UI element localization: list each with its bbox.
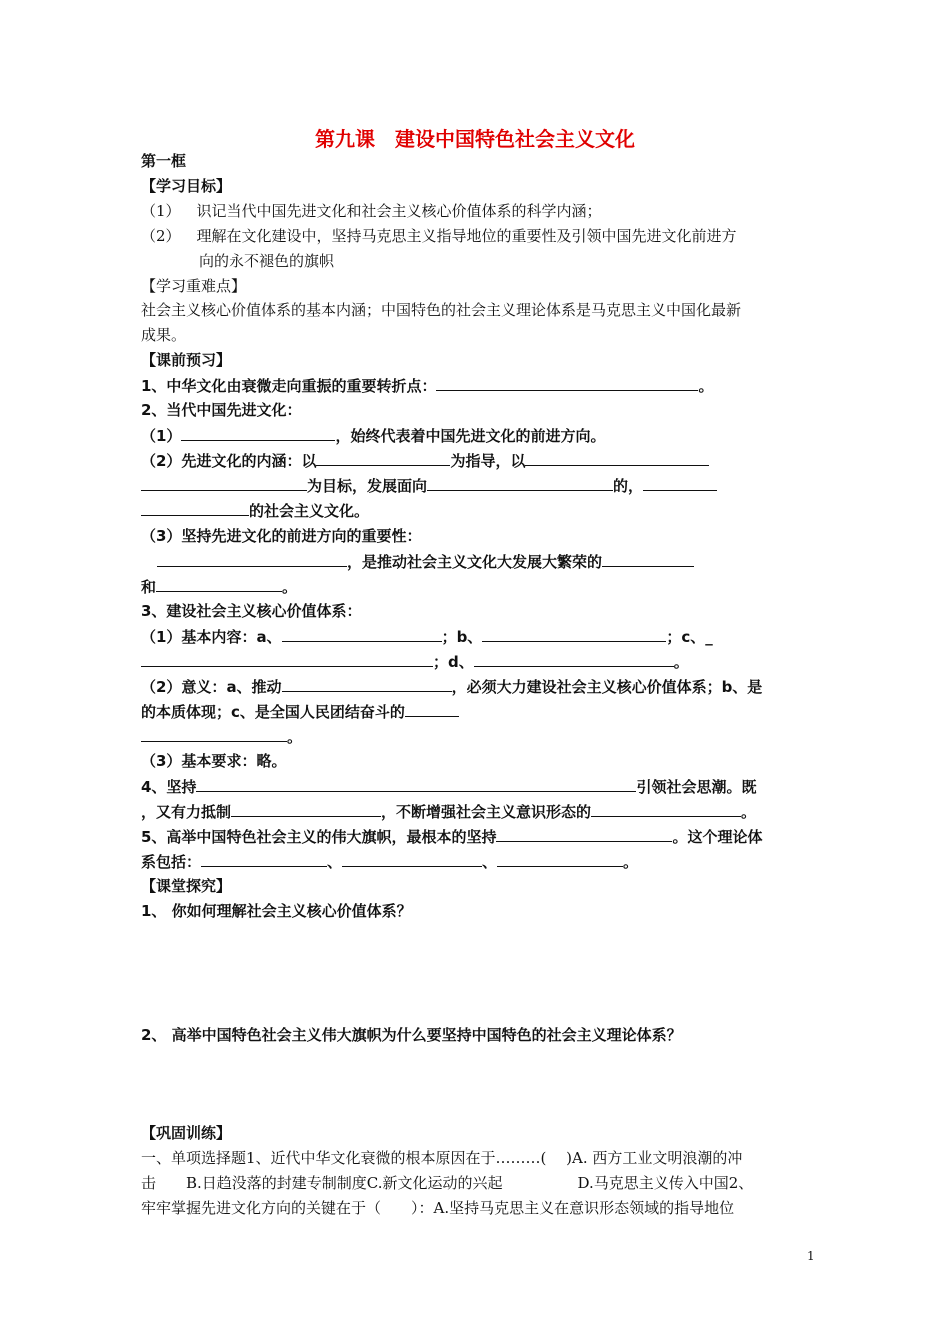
- fill-blank[interactable]: [474, 652, 674, 667]
- preview-q2-2-text: （2）先进文化的内涵：以: [141, 452, 317, 470]
- preview-q3-1-d: ；d、: [433, 653, 474, 671]
- goal-item-1-text: 识记当代中国先进文化和社会主义核心价值体系的科学内涵；: [196, 202, 602, 220]
- preview-header: 【课前预习】: [141, 351, 232, 369]
- preview-q3-2-text: （2）意义：a、推动: [141, 678, 282, 696]
- practice-header: 【巩固训练】: [141, 1124, 232, 1142]
- focus-text-1: 社会主义核心价值体系的基本内涵；中国特色的社会主义理论体系是马克思主义中国化最新: [141, 301, 742, 319]
- preview-q5-c: 系包括：: [141, 853, 202, 871]
- preview-q4-text: 4、坚持: [141, 778, 197, 796]
- preview-q3-2-mid: ，必须大力建设社会主义核心价值体系；b、是: [451, 678, 763, 696]
- preview-q4-c: ，又有力抵制: [141, 803, 232, 821]
- lesson-title: 第九课 建设中国特色社会主义文化: [315, 127, 635, 151]
- explore-q1: 1、 你如何理解社会主义核心价值体系？: [141, 902, 412, 920]
- fill-blank[interactable]: [196, 777, 636, 792]
- preview-q2-3-body: [141, 552, 694, 571]
- preview-q2-3-text: ，是推动社会主义文化大发展大繁荣的: [347, 553, 603, 571]
- fill-blank[interactable]: [342, 852, 482, 867]
- preview-q2-2-de: 的，: [613, 477, 644, 495]
- fill-blank[interactable]: [156, 577, 282, 592]
- fill-blank[interactable]: [316, 451, 450, 466]
- focus-header: 【学习重难点】: [141, 277, 247, 295]
- preview-q3-1-cont: [141, 652, 689, 671]
- page-number: 1: [807, 1249, 815, 1263]
- preview-q3-2-end: [141, 727, 302, 746]
- preview-q2-1: [141, 426, 605, 445]
- preview-q4: [141, 777, 756, 796]
- preview-q3-1-period: 。: [673, 653, 689, 671]
- preview-q4-mid: 引领社会思潮。既: [636, 778, 757, 796]
- preview-q2-2-end: [141, 501, 369, 520]
- fill-blank[interactable]: [141, 652, 433, 667]
- preview-q2-3-period: 。: [282, 578, 298, 596]
- preview-q5-text: 5、高举中国特色社会主义的伟大旗帜，最根本的坚持: [141, 828, 497, 846]
- fill-blank[interactable]: [591, 802, 741, 817]
- preview-q3-1: [141, 627, 713, 646]
- preview-q5-period: 。: [623, 853, 639, 871]
- fill-blank[interactable]: [141, 476, 307, 491]
- fill-blank[interactable]: [497, 852, 623, 867]
- preview-q2-2: [141, 451, 709, 470]
- fill-blank[interactable]: [496, 827, 672, 842]
- explore-header: 【课堂探究】: [141, 877, 232, 895]
- fill-blank[interactable]: [141, 501, 249, 516]
- practice-line-3: 牢牢掌握先进文化方向的关键在于（ ）：A.坚持马克思主义在意识形态领域的指导地位: [141, 1199, 735, 1217]
- preview-q4-d: ，不断增强社会主义意识形态的: [381, 803, 592, 821]
- preview-q1: [141, 376, 713, 395]
- fill-blank[interactable]: [427, 476, 613, 491]
- preview-q3-1-text: （1）基本内容：a、: [141, 628, 282, 646]
- fill-blank[interactable]: [643, 476, 717, 491]
- preview-q4-cont: [141, 802, 756, 821]
- explore-q2: 2、 高举中国特色社会主义伟大旗帜为什么要坚持中国特色的社会主义理论体系？: [141, 1026, 682, 1044]
- preview-q5-sep1: 、: [327, 853, 343, 871]
- preview-q2-2-goal: 为目标，发展面向: [307, 477, 428, 495]
- fill-blank[interactable]: [525, 451, 709, 466]
- fill-blank[interactable]: [405, 702, 459, 717]
- preview-q2-2-cont: [141, 476, 717, 495]
- fill-blank[interactable]: [282, 677, 452, 692]
- fill-blank[interactable]: [282, 627, 442, 642]
- goal-item-1: [141, 202, 602, 220]
- preview-q2-3-end: [141, 577, 297, 596]
- preview-q3-1-b: ；b、: [441, 628, 483, 646]
- goal-item-1-num: （1）: [141, 202, 181, 220]
- fill-blank[interactable]: [157, 552, 347, 567]
- goal-item-2-cont: 向的永不褪色的旗帜: [199, 252, 335, 270]
- preview-q1-text: 1、中华文化由衰微走向重振的重要转折点：: [141, 377, 437, 395]
- preview-q2-1-num: （1）: [141, 427, 182, 445]
- goal-item-2: [141, 227, 737, 245]
- practice-line-1: 一、单项选择题1、近代中华文化衰微的根本原因在于………( )A. 西方工业文明浪潮的冲: [141, 1149, 743, 1167]
- preview-q1-end: 。: [698, 377, 714, 395]
- fill-blank[interactable]: [482, 627, 666, 642]
- focus-text-2: 成果。: [141, 326, 187, 344]
- preview-q4-period: 。: [741, 803, 757, 821]
- preview-q2-2-mid: 为指导，以: [450, 452, 526, 470]
- preview-q5-mid: 。这个理论体: [672, 828, 763, 846]
- fill-blank[interactable]: [602, 552, 694, 567]
- fill-blank[interactable]: [141, 727, 287, 742]
- preview-q5: [141, 827, 762, 846]
- goals-header: 【学习目标】: [141, 177, 232, 195]
- preview-q2-3: （3）坚持先进文化的前进方向的重要性：: [141, 527, 422, 545]
- preview-q3: 3、建设社会主义核心价值体系：: [141, 602, 362, 620]
- preview-q5-sep2: 、: [482, 853, 498, 871]
- preview-q3-2-period: 。: [287, 728, 303, 746]
- preview-q3-1-c: ；c、_: [666, 628, 713, 646]
- preview-q2-3-and: 和: [141, 578, 157, 596]
- preview-q2-2-tail: 的社会主义文化。: [249, 502, 370, 520]
- goal-item-2-text: 理解在文化建设中，坚持马克思主义指导地位的重要性及引领中国先进文化前进方: [196, 227, 737, 245]
- preview-q3-2-cont: [141, 702, 459, 721]
- section-label: 第一框: [141, 152, 187, 170]
- preview-q2-1-text: ，始终代表着中国先进文化的前进方向。: [335, 427, 606, 445]
- preview-q2: 2、当代中国先进文化：: [141, 401, 302, 419]
- fill-blank[interactable]: [181, 426, 335, 441]
- fill-blank[interactable]: [201, 852, 327, 867]
- fill-blank[interactable]: [436, 376, 698, 391]
- preview-q3-2-c: 的本质体现；c、是全国人民团结奋斗的: [141, 703, 405, 721]
- preview-q5-cont: [141, 852, 638, 871]
- practice-line-2: 击 B.日趋没落的封建专制制度C.新文化运动的兴起 D.马克思主义传入中国2、: [141, 1174, 754, 1192]
- goal-item-2-num: （2）: [141, 227, 181, 245]
- preview-q3-3: （3）基本要求：略。: [141, 752, 287, 770]
- preview-q3-2: [141, 677, 762, 696]
- fill-blank[interactable]: [231, 802, 381, 817]
